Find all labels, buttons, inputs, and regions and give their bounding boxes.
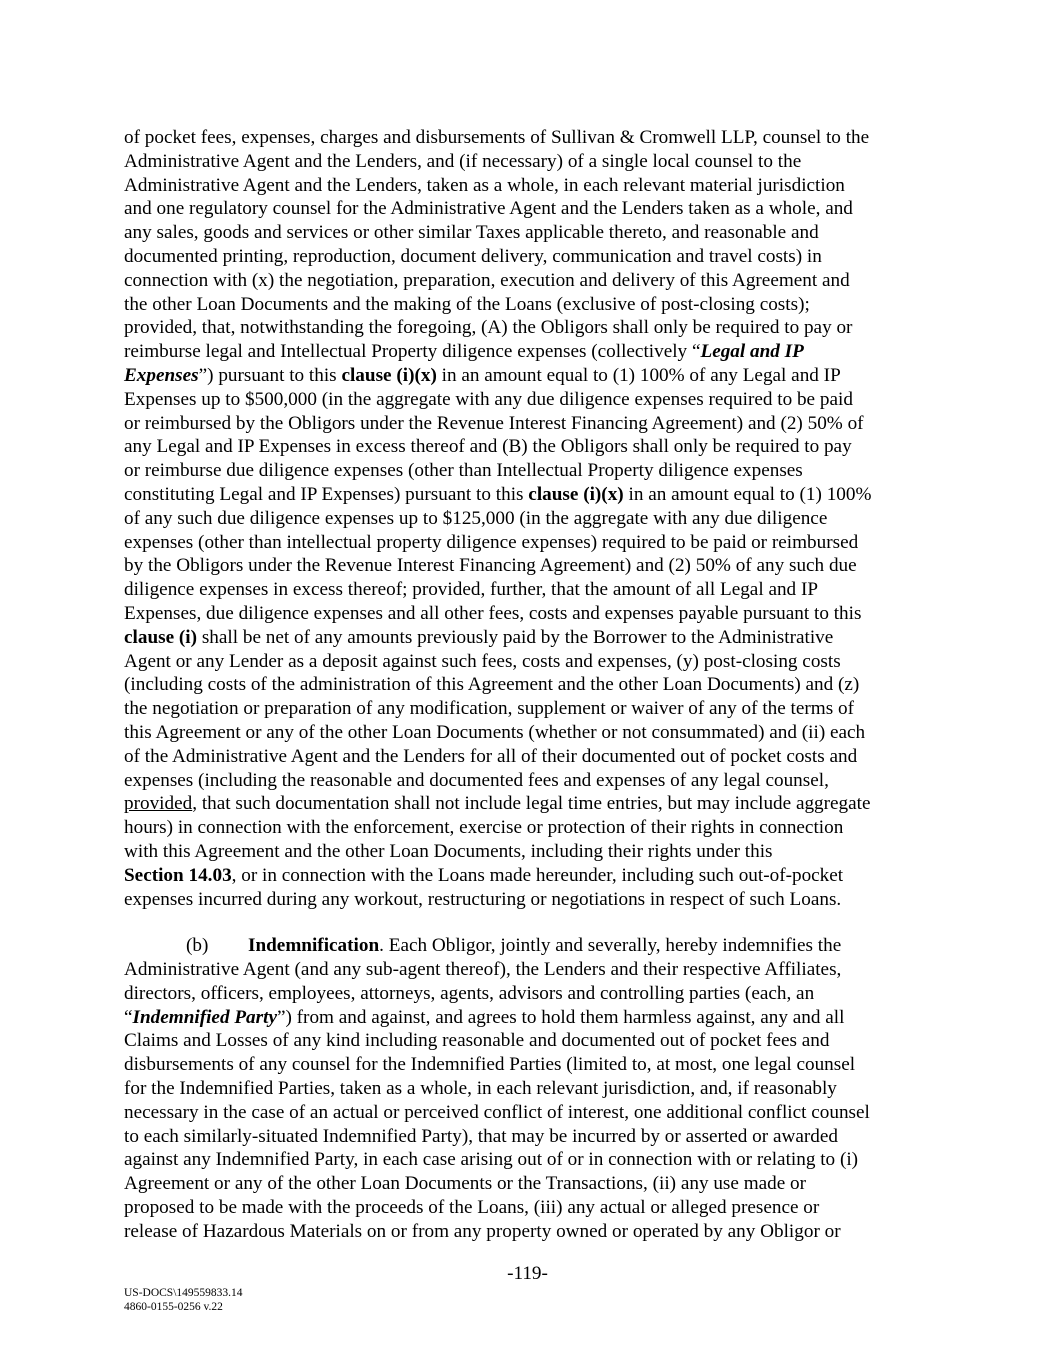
text-line: against any Indemnified Party, in each case arising out of or in connection with or relating to (i) xyxy=(124,1149,859,1171)
text-run: reimburse legal and Intellectual Property diligence expenses (collectively “ xyxy=(124,341,701,363)
text-run: constituting Legal and IP Expenses) pursuant to this xyxy=(124,483,529,505)
text-line xyxy=(124,626,934,650)
text-run: ”) from and against, and agrees to hold them harmless against, any and all xyxy=(276,1006,845,1028)
text-line: Administrative Agent and the Lenders, taken as a whole, in each relevant material jurisdiction xyxy=(124,174,845,196)
text-line xyxy=(124,1006,934,1030)
text-line: Expenses up to $500,000 (in the aggregate with any due diligence expenses required to be paid xyxy=(124,388,853,410)
text-run: “ xyxy=(124,1006,133,1028)
section-heading: Indemnification xyxy=(248,935,380,957)
underlined-term-provided: provided xyxy=(124,793,193,815)
text-line: expenses incurred during any workout, restructuring or negotiations in respect of such Loans. xyxy=(124,888,842,910)
text-line xyxy=(124,792,934,816)
text-line: release of Hazardous Materials on or from any property owned or operated by any Obligor or xyxy=(124,1220,841,1242)
clause-reference: clause (i)(x) xyxy=(528,483,624,505)
text-line: of any such due diligence expenses up to $125,000 (in the aggregate with any due diligence xyxy=(124,507,828,529)
document-body xyxy=(124,126,934,1244)
text-line: (including costs of the administration of this Agreement and the other Loan Documents) and (z) xyxy=(124,674,860,696)
clause-reference: clause (i)(x) xyxy=(341,364,437,386)
text-line: any sales, goods and services or other similar Taxes applicable thereto, and reasonable and xyxy=(124,222,819,244)
text-run: in an amount equal to (1) 100% xyxy=(623,483,872,505)
text-line: with this Agreement and the other Loan Documents, including their rights under this xyxy=(124,840,773,862)
text-line: provided, that, notwithstanding the foregoing, (A) the Obligors shall only be required to pay or xyxy=(124,317,853,339)
text-line: proposed to be made with the proceeds of the Loans, (iii) any actual or alleged presence or xyxy=(124,1197,820,1219)
text-line xyxy=(124,934,934,958)
text-run: ”) pursuant to this xyxy=(198,364,342,386)
text-run: shall be net of any amounts previously paid by the Borrower to the Administrative xyxy=(197,626,834,648)
text-line: the other Loan Documents and the making of the Loans (exclusive of post-closing costs); xyxy=(124,293,810,315)
text-line: Claims and Losses of any kind including reasonable and documented out of pocket fees and xyxy=(124,1030,830,1052)
text-line: documented printing, reproduction, document delivery, communication and travel costs) in xyxy=(124,245,822,267)
text-line: of the Administrative Agent and the Lenders for all of their documented out of pocket costs and xyxy=(124,745,858,767)
text-line xyxy=(124,340,934,364)
text-line: connection with (x) the negotiation, preparation, execution and delivery of this Agreement and xyxy=(124,269,850,291)
paragraph-expenses xyxy=(124,126,934,911)
subsection-label: (b) xyxy=(186,935,209,957)
text-run: in an amount equal to (1) 100% of any Legal and IP xyxy=(436,364,841,386)
text-line: directors, officers, employees, attorneys, agents, advisors and controlling parties (each, an xyxy=(124,982,815,1004)
document-id: US-DOCS\149559833.14 xyxy=(124,1287,243,1299)
text-line: necessary in the case of an actual or perceived conflict of interest, one additional conflict counsel xyxy=(124,1101,870,1123)
paragraph-indemnification xyxy=(124,934,934,1243)
text-line xyxy=(124,483,934,507)
text-line: Administrative Agent (and any sub-agent thereof), the Lenders and their respective Affiliates, xyxy=(124,959,842,981)
defined-term-legal-ip: Legal and IP xyxy=(700,341,804,363)
text-run: , that such documentation shall not include legal time entries, but may include aggregate xyxy=(192,793,871,815)
text-line: disbursements of any counsel for the Indemnified Parties (limited to, at most, one legal counsel xyxy=(124,1054,856,1076)
text-line: and one regulatory counsel for the Administrative Agent and the Lenders taken as a whole, and xyxy=(124,198,853,220)
text-line: Agent or any Lender as a deposit against such fees, costs and expenses, (y) post-closing costs xyxy=(124,650,841,672)
text-line: by the Obligors under the Revenue Interest Financing Agreement) and (2) 50% of any such due xyxy=(124,555,857,577)
text-line: for the Indemnified Parties, taken as a whole, in each relevant jurisdiction, and, if reasonably xyxy=(124,1078,837,1100)
text-line: expenses (other than intellectual property diligence expenses) required to be paid or reimbursed xyxy=(124,531,859,553)
text-line: Expenses, due diligence expenses and all other fees, costs and expenses payable pursuant to this xyxy=(124,602,862,624)
text-line xyxy=(124,864,934,888)
text-line: hours) in connection with the enforcement, exercise or protection of their rights in connection xyxy=(124,817,844,839)
text-line: any Legal and IP Expenses in excess thereof and (B) the Obligors shall only be required to pay xyxy=(124,436,852,458)
text-run: , or in connection with the Loans made hereunder, including such out-of-pocket xyxy=(231,864,844,886)
page-number: -119- xyxy=(507,1263,548,1284)
text-line: diligence expenses in excess thereof; provided, further, that the amount of all Legal and IP xyxy=(124,579,819,601)
text-line: Administrative Agent and the Lenders, and (if necessary) of a single local counsel to the xyxy=(124,150,802,172)
section-reference: Section 14.03 xyxy=(124,864,232,886)
document-version: 4860-0155-0256 v.22 xyxy=(124,1301,223,1313)
text-line: expenses (including the reasonable and documented fees and expenses of any legal counsel, xyxy=(124,769,829,791)
defined-term-expenses: Expenses xyxy=(124,364,199,386)
text-line: to each similarly-situated Indemnified Party), that may be incurred by or asserted or awarded xyxy=(124,1125,838,1147)
document-footer xyxy=(124,1286,243,1314)
text-run: . Each Obligor, jointly and severally, hereby indemnifies the xyxy=(379,935,842,957)
text-line: Agreement or any of the other Loan Documents or the Transactions, (ii) any use made or xyxy=(124,1173,807,1195)
text-line: this Agreement or any of the other Loan Documents (whether or not consummated) and (ii) each xyxy=(124,721,866,743)
defined-term-indemnified-party: Indemnified Party xyxy=(132,1006,277,1028)
text-line xyxy=(124,364,934,388)
text-line: or reimbursed by the Obligors under the Revenue Interest Financing Agreement) and (2) 50% of xyxy=(124,412,864,434)
text-line: or reimburse due diligence expenses (other than Intellectual Property diligence expenses xyxy=(124,460,803,482)
text-line: of pocket fees, expenses, charges and disbursements of Sullivan & Cromwell LLP, counsel to the xyxy=(124,127,870,148)
text-line: the negotiation or preparation of any modification, supplement or waiver of any of the terms of xyxy=(124,698,854,720)
clause-reference: clause (i) xyxy=(124,626,198,648)
